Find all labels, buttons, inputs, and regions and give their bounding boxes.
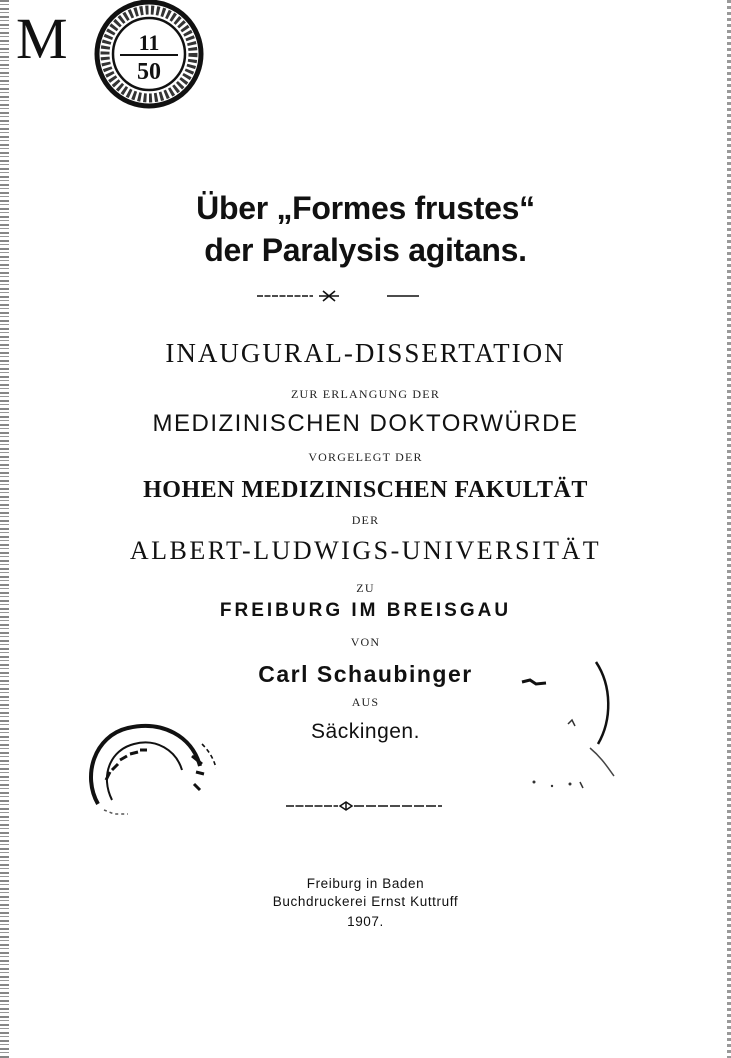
city: FREIBURG IM BREISGAU bbox=[219, 600, 512, 621]
academy-stamp-icon bbox=[76, 716, 226, 826]
subline-zu: ZU bbox=[356, 581, 375, 595]
subline-erlangung: ZUR ERLANGUNG DER bbox=[290, 387, 441, 401]
title-line-1: Über „Formes frustes“ bbox=[196, 190, 535, 226]
subline-der: DER bbox=[351, 513, 380, 527]
ornament-divider-icon bbox=[255, 290, 425, 302]
university: ALBERT-LUDWIGS-UNIVERSITÄT bbox=[129, 536, 602, 565]
author-name: Carl Schaubinger bbox=[258, 661, 473, 687]
ornament-divider-icon bbox=[284, 800, 444, 812]
hometown: Säckingen. bbox=[311, 720, 420, 743]
subline-aus: AUS bbox=[351, 695, 380, 709]
title-line-2: der Paralysis agitans. bbox=[204, 232, 527, 268]
imprint-place: Freiburg in Baden bbox=[306, 876, 425, 891]
imprint-year: 1907. bbox=[347, 914, 384, 929]
shelf-mark: M bbox=[16, 6, 68, 71]
library-stamp-icon bbox=[84, 0, 214, 112]
imprint-printer: Buchdruckerei Ernst Kuttruff bbox=[272, 894, 459, 909]
subline-von: VON bbox=[350, 635, 381, 649]
bleed-through-stamp-icon bbox=[508, 656, 628, 806]
stamp-number-bottom: 50 bbox=[137, 59, 161, 85]
faculty: HOHEN MEDIZINISCHEN FAKULTÄT bbox=[143, 477, 588, 503]
dissertation-type: INAUGURAL-DISSERTATION bbox=[165, 338, 566, 368]
stamp-number-top: 11 bbox=[138, 30, 160, 55]
degree: MEDIZINISCHEN DOKTORWÜRDE bbox=[152, 410, 579, 437]
subline-vorgelegt: VORGELEGT DER bbox=[308, 450, 423, 464]
